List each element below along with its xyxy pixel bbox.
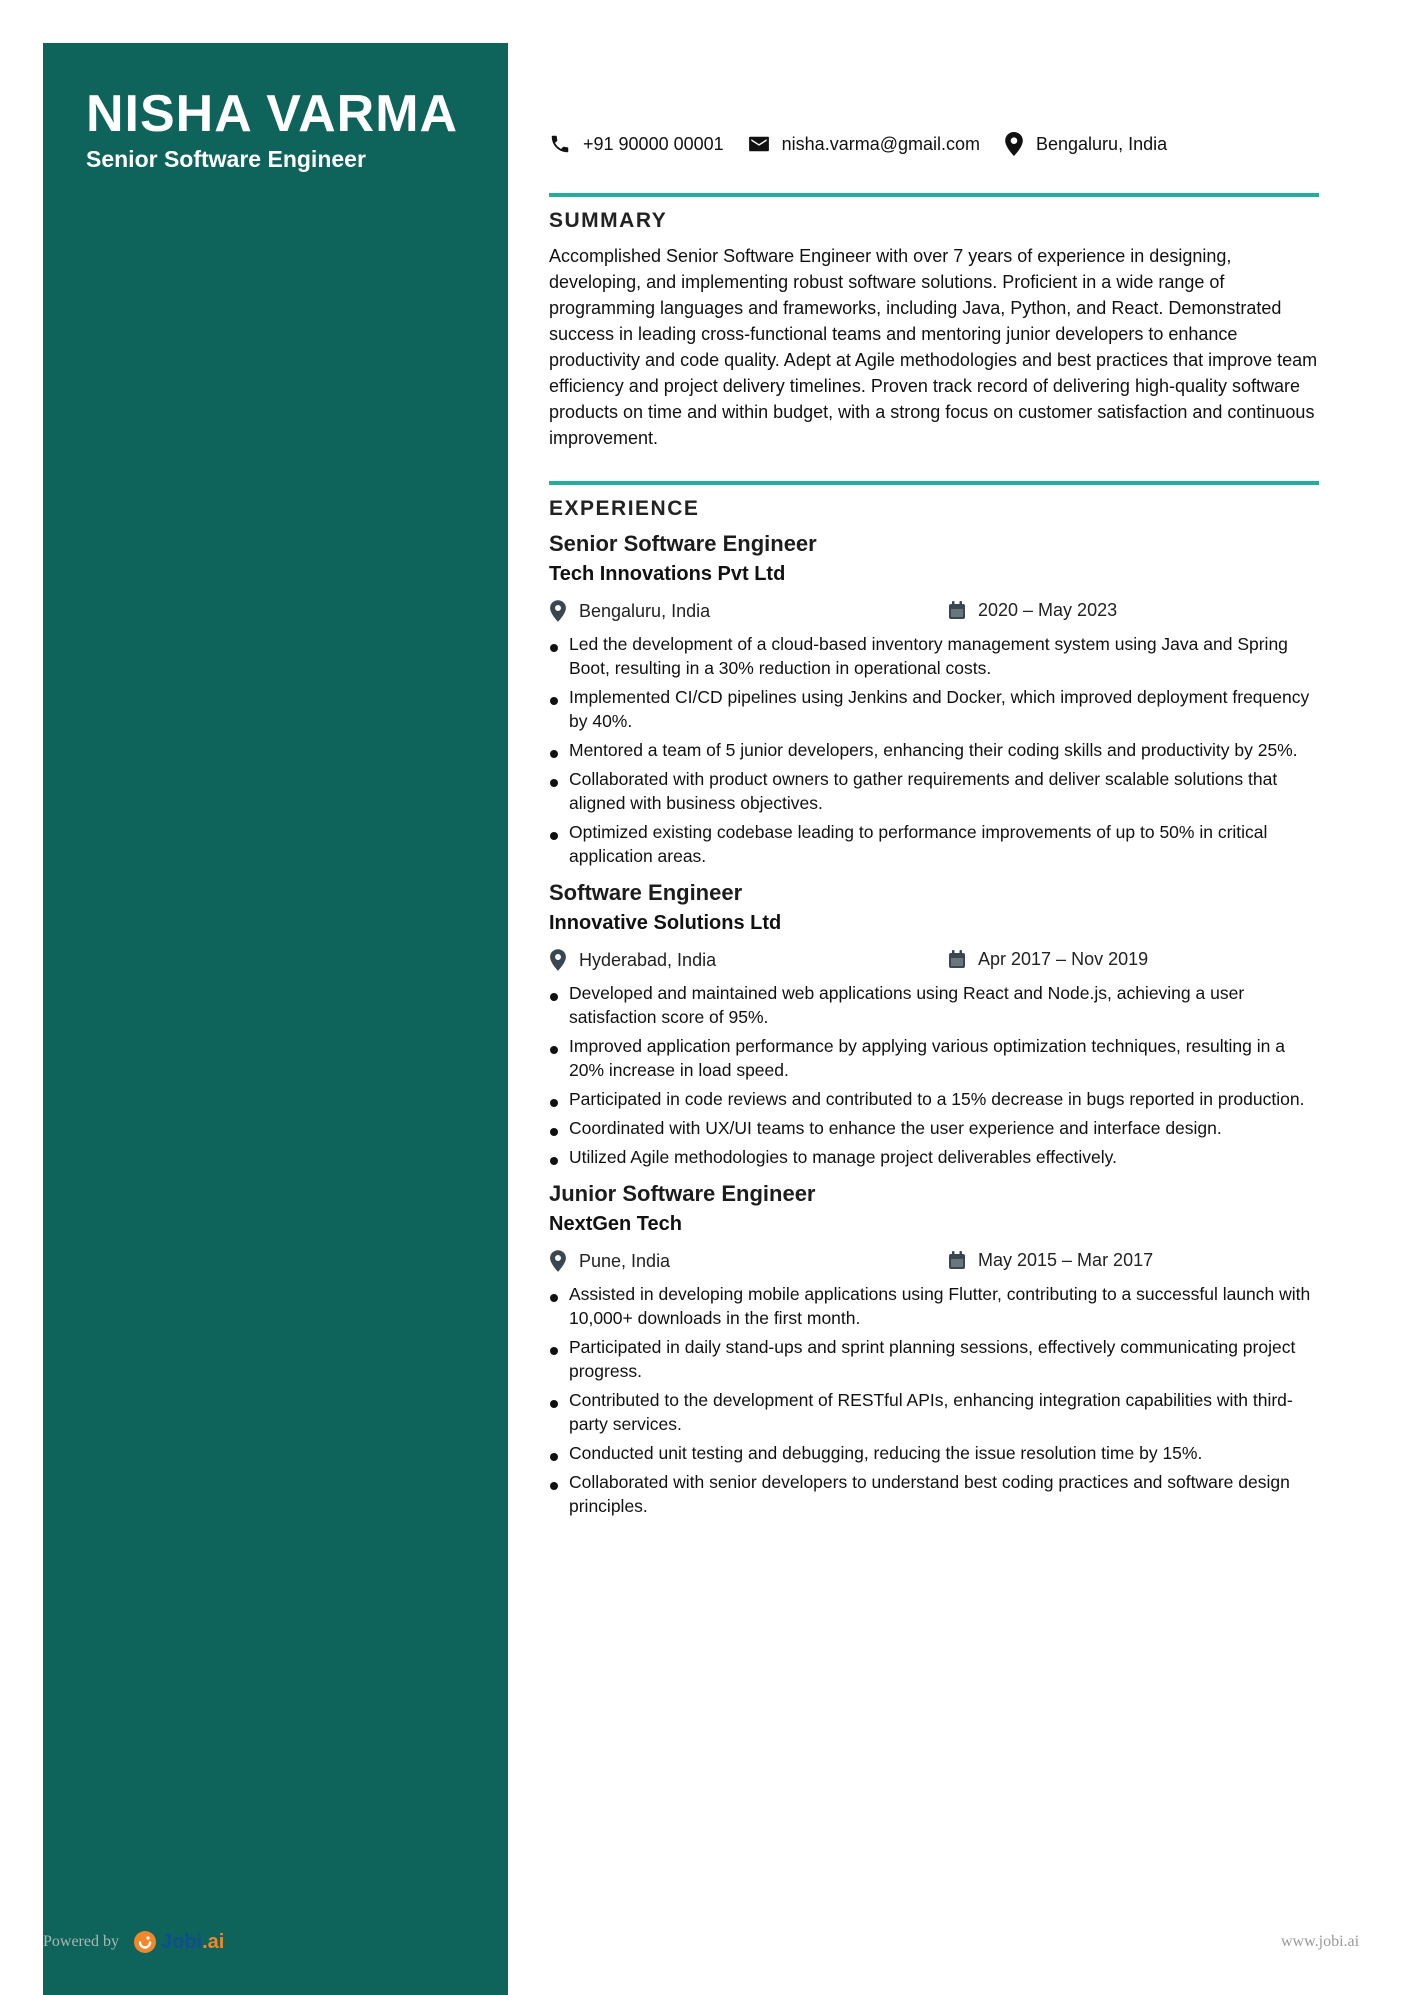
job-title: Software Engineer: [549, 880, 743, 905]
location-text: Bengaluru, India: [1036, 133, 1168, 154]
location-pin-icon: [549, 949, 567, 971]
job-location: [549, 949, 716, 971]
calendar-icon: [948, 601, 966, 620]
main-content: [549, 193, 1319, 1530]
job-bullet: Developed and maintained web applications using React and Node.js, achieving a user satisfaction score of 95%.: [549, 981, 1319, 1029]
calendar-icon: [948, 1251, 966, 1270]
job-meta: [549, 1250, 1319, 1276]
job-dates: [948, 1250, 1153, 1271]
job-location: [549, 600, 710, 622]
job-bullets: [549, 632, 1319, 868]
summary-heading: SUMMARY: [549, 209, 668, 232]
sidebar-panel: [43, 43, 508, 1995]
summary-text: Accomplished Senior Software Engineer with over 7 years of experience in designing, developing, and implementing robust software solutions. Proficient in a wide range of programming languages and frameworks, including Java, Python, and React. Demonstrated success in leading cross-functional teams and mentoring junior developers to enhance productivity and code quality. Adept at Agile methodologies and best practices that improve team efficiency and project delivery timelines. Proven track record of delivering high-quality software products on time and within budget, with a strong focus on customer satisfaction and continuous improvement.: [549, 246, 1318, 448]
job-company: Innovative Solutions Ltd: [549, 912, 782, 934]
job-location-text: Hyderabad, India: [579, 949, 717, 970]
contact-email: [748, 134, 980, 155]
candidate-role: Senior Software Engineer: [86, 146, 366, 172]
job-bullet: Implemented CI/CD pipelines using Jenkins and Docker, which improved deployment frequency by 40%.: [549, 685, 1319, 733]
jobi-logo-suffix: .ai: [202, 1930, 225, 1953]
website-link[interactable]: www.jobi.ai: [1281, 1933, 1360, 1950]
section-divider: [549, 481, 1319, 485]
contact-bar: [549, 130, 1191, 158]
job-company: NextGen Tech: [549, 1213, 682, 1235]
powered-by-label: Powered by: [43, 1933, 119, 1950]
experience-heading: EXPERIENCE: [549, 497, 700, 520]
job-entry: [549, 531, 1319, 868]
location-pin-icon: [549, 600, 567, 622]
job-bullet: Collaborated with product owners to gather requirements and deliver scalable solutions that aligned with business objectives.: [549, 767, 1319, 815]
mail-icon: [748, 135, 770, 153]
summary-section: [549, 193, 1319, 451]
job-bullet: Led the development of a cloud-based inventory management system using Java and Spring Boot, resulting in a 30% reduction in operational costs.: [549, 632, 1319, 680]
email-text: nisha.varma@gmail.com: [781, 133, 980, 154]
job-meta: [549, 949, 1319, 975]
calendar-icon: [948, 950, 966, 969]
powered-by: [43, 1930, 224, 1954]
job-bullets: [549, 1282, 1319, 1518]
location-pin-icon: [549, 1250, 567, 1272]
job-dates: [948, 600, 1117, 621]
jobi-logo-icon: [133, 1930, 157, 1954]
phone-text: +91 90000 00001: [583, 133, 724, 154]
job-entry: [549, 880, 1319, 1169]
job-dates-text: Apr 2017 – Nov 2019: [978, 949, 1149, 969]
job-bullet: Contributed to the development of RESTful APIs, enhancing integration capabilities with third-party services.: [549, 1388, 1319, 1436]
job-bullet: Coordinated with UX/UI teams to enhance the user experience and interface design.: [549, 1116, 1319, 1140]
phone-icon: [549, 133, 571, 155]
section-divider: [549, 193, 1319, 197]
experience-section: [549, 481, 1319, 1518]
job-bullet: Mentored a team of 5 junior developers, enhancing their coding skills and productivity by 25%.: [549, 738, 1319, 762]
job-location-text: Bengaluru, India: [579, 600, 711, 621]
job-bullets: [549, 981, 1319, 1169]
job-bullet: Assisted in developing mobile applications using Flutter, contributing to a successful launch with 10,000+ downloads in the first month.: [549, 1282, 1319, 1330]
job-bullet: Participated in code reviews and contributed to a 15% decrease in bugs reported in production.: [549, 1087, 1319, 1111]
job-location: [549, 1250, 670, 1272]
candidate-name: NISHA VARMA: [86, 85, 459, 143]
job-title: Junior Software Engineer: [549, 1181, 816, 1206]
job-company: Tech Innovations Pvt Ltd: [549, 563, 786, 585]
job-location-text: Pune, India: [579, 1250, 671, 1271]
job-bullet: Optimized existing codebase leading to performance improvements of up to 50% in critical application areas.: [549, 820, 1319, 868]
job-dates-text: May 2015 – Mar 2017: [978, 1250, 1154, 1270]
location-pin-icon: [1004, 132, 1024, 156]
job-meta: [549, 600, 1319, 626]
jobi-logo-text: Jobi: [160, 1930, 203, 1953]
jobi-logo[interactable]: [133, 1930, 224, 1954]
job-dates-text: 2020 – May 2023: [978, 600, 1118, 620]
job-bullet: Improved application performance by applying various optimization techniques, resulting in a 20% increase in load speed.: [549, 1034, 1319, 1082]
job-bullet: Utilized Agile methodologies to manage project deliverables effectively.: [549, 1145, 1319, 1169]
job-entry: [549, 1181, 1319, 1518]
contact-phone: [549, 133, 724, 155]
job-bullet: Collaborated with senior developers to understand best coding practices and software design principles.: [549, 1470, 1319, 1518]
job-bullet: Participated in daily stand-ups and sprint planning sessions, effectively communicating project progress.: [549, 1335, 1319, 1383]
job-bullet: Conducted unit testing and debugging, reducing the issue resolution time by 15%.: [549, 1441, 1319, 1465]
job-dates: [948, 949, 1148, 970]
job-title: Senior Software Engineer: [549, 531, 817, 556]
contact-location: [1004, 132, 1167, 156]
